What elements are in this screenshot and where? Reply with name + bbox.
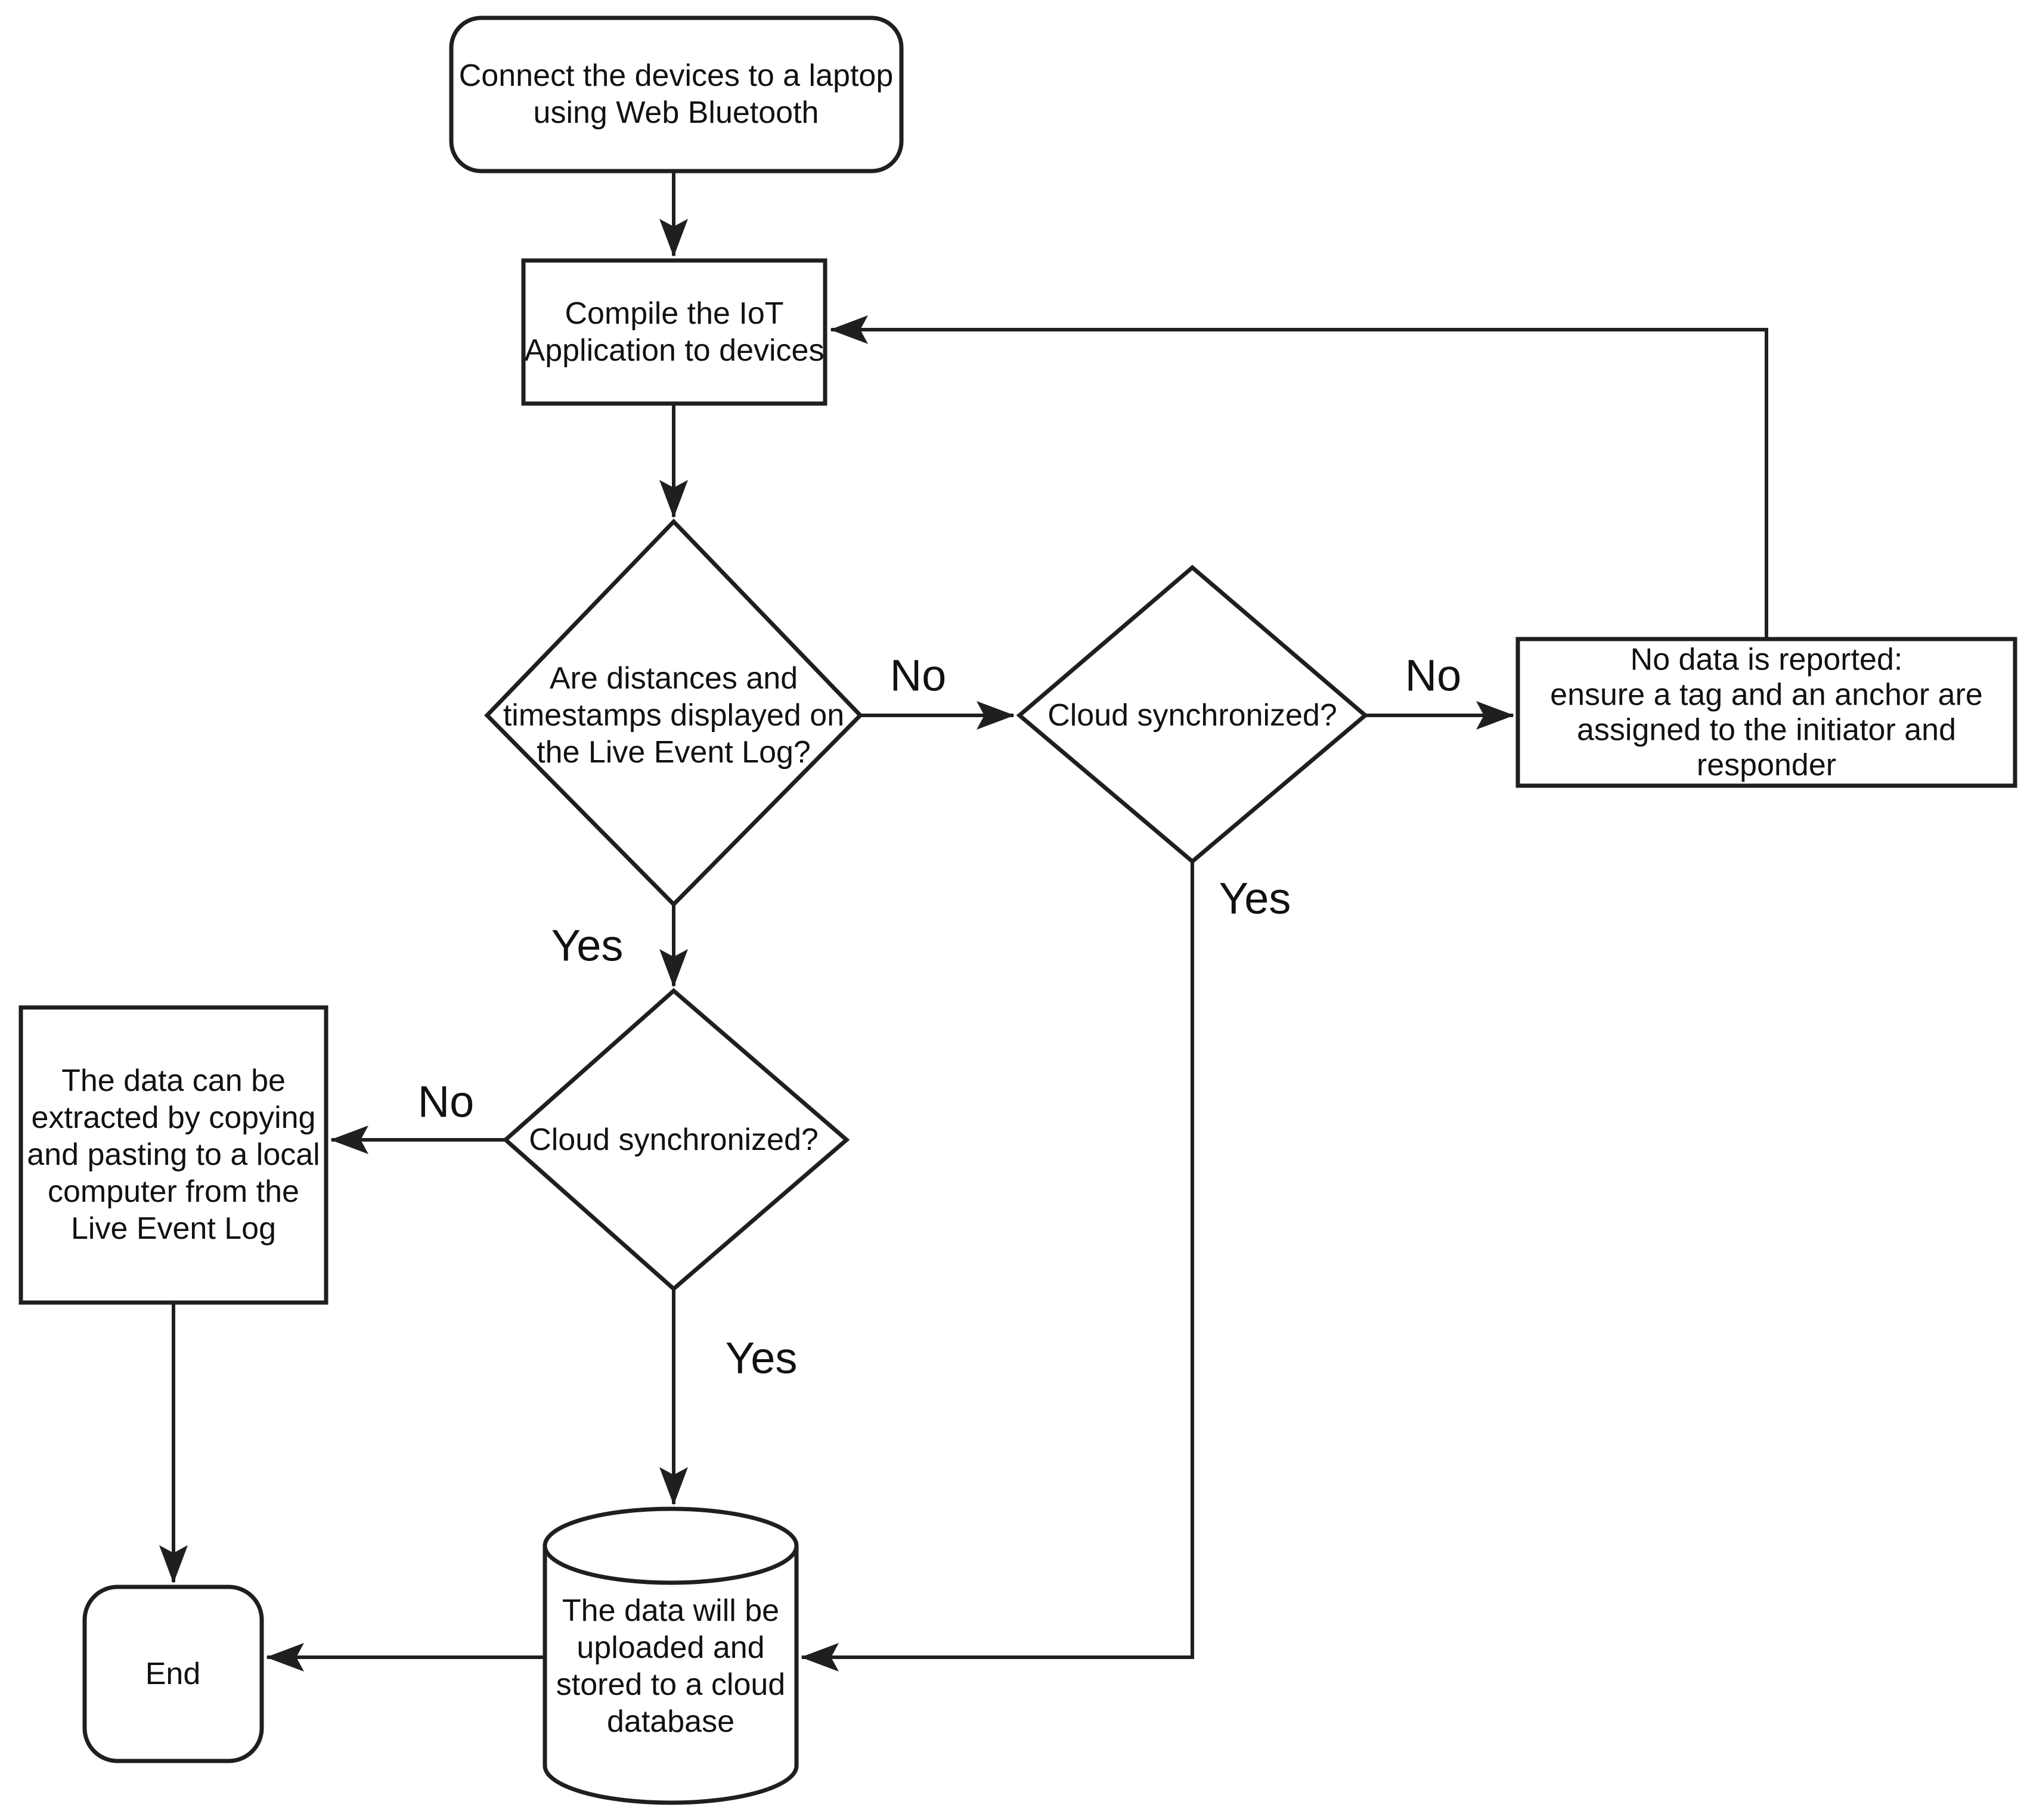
edge-label-live-log-no: No <box>889 650 947 700</box>
edge-feedback-no-data-to-compile <box>831 330 1766 638</box>
node-extract-data-label: The data can be extracted by copying and pasting to a local computer from the Live Event Log <box>27 1064 320 1246</box>
edge-label-cloud-upper-no: No <box>1405 650 1462 700</box>
node-decision-cloud-sync-lower-label: Cloud synchronized? <box>529 1123 819 1157</box>
edge-label-cloud-upper-yes: Yes <box>1219 873 1291 923</box>
node-cloud-database <box>545 1509 796 1803</box>
edge-label-cloud-lower-no: No <box>417 1077 475 1127</box>
edge-label-cloud-lower-yes: Yes <box>725 1333 798 1383</box>
node-no-data-reported-label: No data is reported: ensure a tag and an anchor are assigned to the initiator and responder <box>1550 642 1983 783</box>
node-compile-label: Compile the IoT Application to devices <box>524 296 825 368</box>
node-end-label: End <box>145 1657 201 1691</box>
node-start-label: Connect the devices to a laptop using Web Bluetooth <box>458 58 894 130</box>
node-cloud-database-label: The data will be uploaded and stored to a cloud database <box>556 1593 786 1739</box>
cylinder-top <box>545 1509 796 1583</box>
edge-label-live-log-yes: Yes <box>551 920 624 971</box>
node-decision-live-log-label: Are distances and timestamps displayed on the Live Event Log? <box>503 661 845 770</box>
node-compile <box>523 261 825 404</box>
edge-cloud-sync-upper-yes-to-database <box>802 863 1192 1657</box>
node-start <box>451 18 901 171</box>
node-decision-cloud-sync-upper-label: Cloud synchronized? <box>1047 698 1337 733</box>
